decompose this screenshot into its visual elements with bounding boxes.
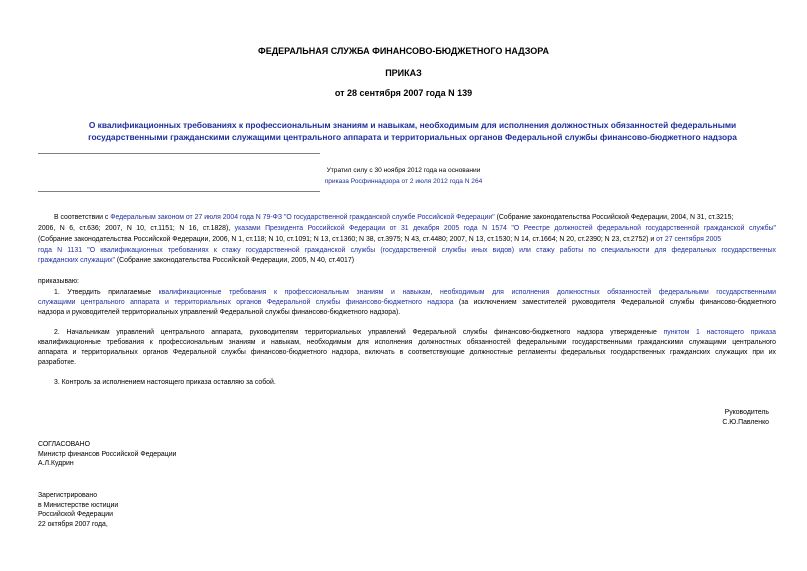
preamble-text: 2006, N 6, ст.636; 2007, N 10, ст.1151; N 16, ст.1828),	[38, 225, 235, 232]
presidential-decree-link[interactable]: указами Президента Российской Федерации от 31 декабря 2005 года N 1574 "О Реестре должностей федеральной государственной гражданской службы"	[234, 225, 777, 232]
approval-name: А.Л.Кудрин	[38, 460, 74, 467]
document-title-line-2: государственными гражданскими служащими центрального аппарата и территориальных органов Федеральной службы финансово-бюджетного надзора	[88, 132, 737, 142]
divider-top	[38, 153, 320, 154]
item-2-line-4: разработке.	[38, 359, 77, 366]
qualification-requirements-link[interactable]: квалификационные требования к профессиональным знаниям и навыкам, необходимым для исполнения должностных обязанностей федеральными государственными	[158, 289, 776, 296]
preamble-line-2	[38, 225, 776, 233]
preamble-line-5	[38, 257, 776, 265]
status-note: Утратил силу с 30 ноября 2012 года на основании	[326, 167, 481, 174]
order-word: приказываю:	[38, 278, 79, 285]
signatory-role: Руководитель	[724, 409, 769, 416]
preamble-line-1	[54, 214, 776, 222]
approval-heading: СОГЛАСОВАНО	[38, 441, 90, 448]
registration-ministry: в Министерстве юстиции	[38, 501, 119, 509]
registration-block	[38, 491, 118, 529]
divider-bottom	[38, 191, 320, 192]
approval-position: Министр финансов Российской Федерации	[38, 450, 177, 458]
registration-heading: Зарегистрировано	[38, 492, 98, 499]
item-2-line-3: аппарата и территориальных органов Федеральной службы финансово-бюджетного надзора, включать в соответствующие должностные регламенты федеральных государственных гражданских служащих при их	[38, 349, 776, 356]
federal-law-link[interactable]: Федеральным законом от 27 июля 2004 года N 79-ФЗ "О государственной гражданской службе Российской Федерации"	[110, 214, 495, 221]
item-1-line-1	[54, 289, 776, 297]
decree-1131-link-cont[interactable]: года N 1131 "О квалификационных требованиях к стажу государственной гражданской службы (государственной службы иных видов) или стажу работы по специальности для федеральных государственных	[38, 247, 776, 254]
preamble-text: (Собрание законодательства Российской Федерации, 2006, N 1, ст.118; N 10, ст.1091; N 13, ст.1360; N 38, ст.3975; N 43, ст.4480; 2007, N 13, ст.1530; N 14, ст.1664; N 20, ст.2390; N 23, ст.2752) и	[38, 236, 657, 243]
qualification-requirements-link-cont[interactable]: служащими центрального аппарата и территориальных органов Федеральной службы финансово-бюджетного надзора	[38, 299, 454, 306]
preamble-text: (Собрание законодательства Российской Федерации, 2005, N 40, ст.4017)	[114, 257, 354, 264]
point-1-link[interactable]: пунктом 1 настоящего приказа	[663, 329, 777, 336]
item-2-line-1	[54, 329, 776, 337]
preamble-line-3	[38, 236, 776, 244]
document-type: ПРИКАЗ	[385, 68, 422, 78]
decree-1131-link[interactable]: от 27 сентября 2005	[656, 236, 722, 243]
item-3: 3. Контроль за исполнением настоящего приказа оставляю за собой.	[54, 379, 276, 386]
decree-1131-link-end[interactable]: гражданских служащих"	[38, 257, 115, 264]
preamble-text: (Собрание законодательства Российской Федерации, 2004, N 31, ст.3215;	[494, 214, 734, 221]
item-1-line-2	[38, 299, 776, 307]
approval-block	[38, 440, 176, 469]
item-1-line-3: надзора и руководителей территориальных управлений Федеральной службы финансово-бюджетного надзора).	[38, 309, 401, 316]
document-date-number: от 28 сентября 2007 года N 139	[334, 88, 473, 98]
preamble-text: В соответствии с	[54, 214, 111, 221]
agency-name: ФЕДЕРАЛЬНАЯ СЛУЖБА ФИНАНСОВО-БЮДЖЕТНОГО НАДЗОРА	[258, 46, 549, 56]
item-1-text: (за исключением заместителей руководителя Федеральной службы финансово-бюджетного	[453, 299, 776, 306]
item-2-text: 2. Начальникам управлений центрального аппарата, руководителям территориальных управлений Федеральной службы финансово-бюджетного надзора утвержденные	[54, 329, 664, 336]
item-1-text: 1. Утвердить прилагаемые	[54, 289, 159, 296]
signatory-name: С.Ю.Павленко	[722, 419, 769, 426]
registration-country: Российской Федерации	[38, 511, 113, 518]
registration-date: 22 октября 2007 года,	[38, 520, 108, 528]
signature-block	[722, 408, 769, 428]
status-repeal-link[interactable]: приказа Росфиннадзора от 2 июля 2012 года N 264	[324, 178, 483, 185]
document-title-line-1: О квалификационных требованиях к профессиональным знаниям и навыкам, необходимым для исполнения должностных обязанностей федеральными	[88, 120, 737, 130]
item-2-line-2: квалификационные требования к профессиональным знаниям и навыкам, необходимым для исполнения должностных обязанностей федеральными государственными гражданскими служащими центрального	[38, 339, 776, 346]
